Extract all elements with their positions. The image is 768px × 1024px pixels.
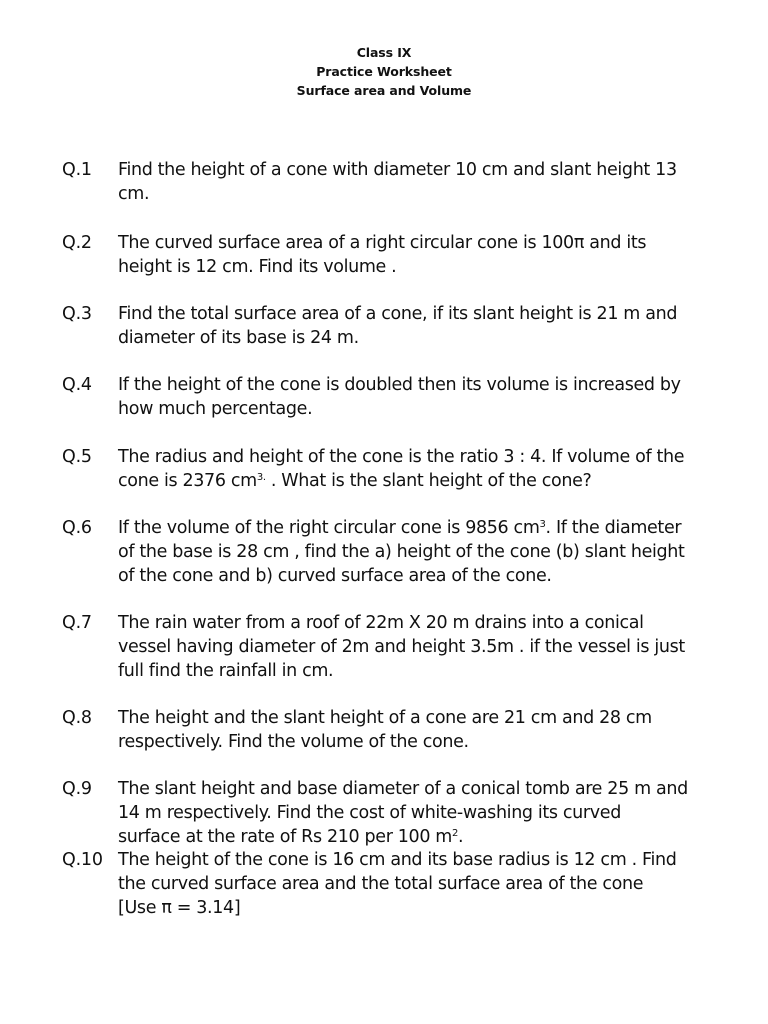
question-line: Find the total surface area of a cone, if its slant height is 21 m and: [118, 304, 678, 324]
question-line: The slant height and base diameter of a conical tomb are 25 m and: [118, 779, 688, 799]
question-text-segment: surface at the rate of Rs 210 per 100 m: [118, 827, 453, 847]
question-line: vessel having diameter of 2m and height 3.5m . if the vessel is just: [118, 637, 685, 657]
question-line: of the base is 28 cm , find the a) height of the cone (b) slant height: [118, 542, 685, 562]
question-line: [118, 469, 718, 493]
question-number: Q.4: [62, 375, 92, 395]
cubic-superscript: 3: [539, 519, 546, 530]
question-line: respectively. Find the volume of the cone.: [118, 732, 469, 752]
question-line: the curved surface area and the total surface area of the cone: [118, 874, 644, 894]
question-line: The height of the cone is 16 cm and its base radius is 12 cm . Find: [118, 850, 677, 870]
question-number: Q.5: [62, 447, 92, 467]
question-line: of the cone and b) curved surface area of the cone.: [118, 566, 552, 586]
question-number: Q.2: [62, 233, 92, 253]
question-number: Q.7: [62, 613, 92, 633]
question-line: 14 m respectively. Find the cost of white-washing its curved: [118, 803, 621, 823]
question-line: diameter of its base is 24 m.: [118, 328, 359, 348]
question-text: [118, 777, 718, 849]
question-text: [118, 373, 718, 421]
question-text-segment: . What is the slant height of the cone?: [265, 471, 592, 491]
question-text-segment: If the volume of the right circular cone is 9856 cm: [118, 518, 540, 538]
question-line: [Use π = 3.14]: [118, 898, 241, 918]
question-number: Q.3: [62, 304, 92, 324]
question-number: Q.1: [62, 160, 92, 180]
question-number: Q.10: [62, 850, 103, 870]
question-text: [118, 516, 718, 588]
question-line: The radius and height of the cone is the ratio 3 : 4. If volume of the: [118, 447, 685, 467]
question-line: height is 12 cm. Find its volume .: [118, 257, 397, 277]
question-number: Q.6: [62, 518, 92, 538]
worksheet-title: Practice Worksheet: [316, 64, 452, 79]
question-line: how much percentage.: [118, 399, 313, 419]
question-text-segment: .: [458, 827, 464, 847]
question-line: The rain water from a roof of 22m X 20 m drains into a conical: [118, 613, 644, 633]
square-superscript: 2: [452, 828, 459, 839]
question-number: Q.8: [62, 708, 92, 728]
question-line: The height and the slant height of a cone are 21 cm and 28 cm: [118, 708, 652, 728]
question-line: If the height of the cone is doubled then its volume is increased by: [118, 375, 681, 395]
question-line: full find the rainfall in cm.: [118, 661, 334, 681]
question-text-segment: . If the diameter: [545, 518, 682, 538]
worksheet-header: [0, 43, 768, 100]
question-text: [118, 231, 718, 279]
question-text: [118, 611, 718, 683]
question-text: [118, 706, 718, 754]
question-line: The curved surface area of a right circular cone is 100π and its: [118, 233, 647, 253]
question-number: Q.9: [62, 779, 92, 799]
question-line: cm.: [118, 184, 150, 204]
question-line: [118, 516, 718, 540]
topic-title: Surface area and Volume: [296, 83, 472, 98]
question-text: [118, 848, 718, 920]
class-title: Class IX: [356, 45, 412, 60]
question-line: [118, 825, 718, 849]
question-text: [118, 302, 718, 350]
question-text-segment: cone is 2376 cm: [118, 471, 257, 491]
question-text: [118, 158, 718, 206]
cubic-superscript: 3.: [256, 472, 266, 483]
question-line: Find the height of a cone with diameter 10 cm and slant height 13: [118, 160, 677, 180]
question-text: [118, 445, 718, 493]
